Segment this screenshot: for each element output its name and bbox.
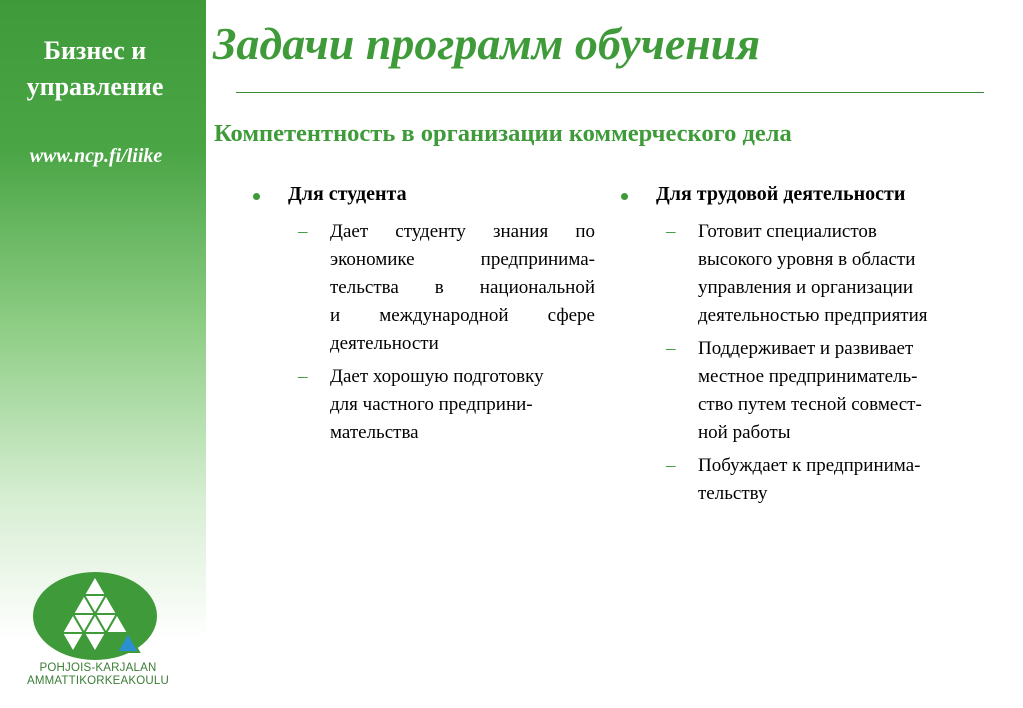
column-items xyxy=(250,218,595,447)
list-item xyxy=(618,452,988,508)
text-line: для частного предприни- xyxy=(330,394,533,415)
column-heading xyxy=(618,180,988,208)
list-item xyxy=(618,218,988,330)
text-line: деятельностью предприятия xyxy=(698,305,928,326)
text-line: мательства xyxy=(330,422,419,443)
text-line: Побуждает к предпринима- xyxy=(698,455,921,476)
logo-caption-line: AMMATTIKORKEAKOULU xyxy=(26,675,170,687)
dash-marker: – xyxy=(666,221,676,242)
column-work xyxy=(618,180,988,513)
column-heading-text: Для студента xyxy=(288,183,407,205)
column-heading xyxy=(250,180,595,208)
page-subtitle: Компетентность в организации коммерческого дела xyxy=(214,120,792,147)
list-item-text xyxy=(698,218,988,330)
text-line: Готовит специалистов xyxy=(698,221,877,242)
dash-marker: – xyxy=(666,338,676,359)
department-title-line: управление xyxy=(26,72,164,101)
text-line: экономике предпринима- xyxy=(330,249,595,270)
list-item xyxy=(250,363,595,447)
page-title: Задачи программ обучения xyxy=(213,18,761,69)
bullet-dot-icon xyxy=(621,193,628,200)
column-items xyxy=(618,218,988,508)
department-title xyxy=(0,33,190,105)
university-logo-icon xyxy=(30,570,160,660)
website-url[interactable]: www.ncp.fi/liike xyxy=(29,145,163,167)
list-item-text xyxy=(698,452,988,508)
title-divider xyxy=(236,92,984,93)
text-line: высокого уровня в области xyxy=(698,249,916,270)
text-line: деятельности xyxy=(330,333,439,354)
dash-marker: – xyxy=(298,221,308,242)
text-line: и международной сфере xyxy=(330,305,595,326)
text-line: тельству xyxy=(698,483,768,504)
list-item xyxy=(618,335,988,447)
column-student xyxy=(250,180,595,452)
text-line: тельства в национальной xyxy=(330,277,595,298)
list-item-text xyxy=(330,218,595,358)
list-item xyxy=(250,218,595,358)
column-heading-text: Для трудовой деятельности xyxy=(656,183,906,205)
list-item-text xyxy=(698,335,988,447)
dash-marker: – xyxy=(666,455,676,476)
department-title-line: Бизнес и xyxy=(43,36,147,65)
bullet-dot-icon xyxy=(253,193,260,200)
text-line: управления и организации xyxy=(698,277,913,298)
logo-caption xyxy=(18,662,178,688)
text-line: Дает студенту знания по xyxy=(330,221,595,242)
text-line: Дает хорошую подготовку xyxy=(330,366,544,387)
sidebar xyxy=(0,0,206,708)
dash-marker: – xyxy=(298,366,308,387)
list-item-text xyxy=(330,363,595,447)
text-line: ной работы xyxy=(698,422,791,443)
text-line: Поддерживает и развивает xyxy=(698,338,914,359)
text-line: ство путем тесной совмест- xyxy=(698,394,922,415)
logo-caption-line: POHJOIS-KARJALAN xyxy=(39,662,157,674)
text-line: местное предприниматель- xyxy=(698,366,918,387)
